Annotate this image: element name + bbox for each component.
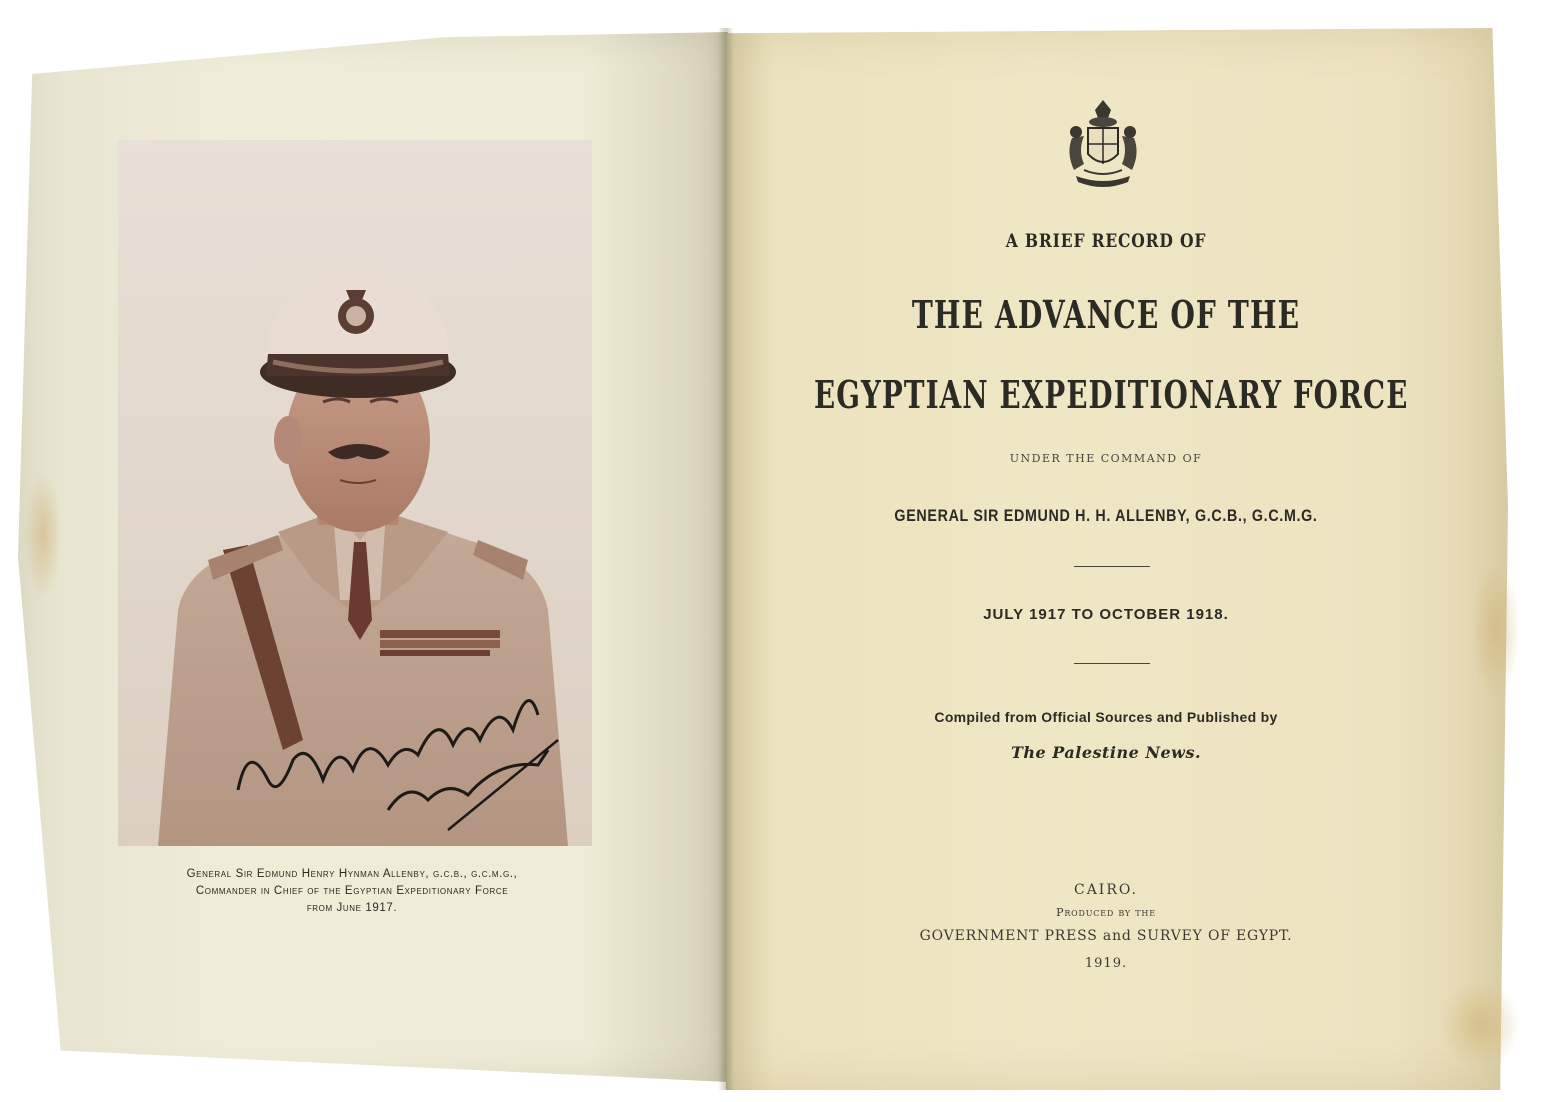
divider-rule	[1074, 663, 1150, 664]
under-command-line: UNDER THE COMMAND OF	[1009, 452, 1203, 465]
title-line-2: EGYPTIAN EXPEDITIONARY FORCE	[814, 372, 1409, 417]
imprint-year: 1919.	[1084, 956, 1128, 971]
compiled-line: Compiled from Official Sources and Published by	[934, 709, 1278, 725]
publisher-name: The Palestine News.	[1010, 743, 1202, 762]
date-range: JULY 1917 TO OCTOBER 1918.	[983, 606, 1229, 623]
caption-line: from June 1917.	[306, 902, 398, 914]
commander-line: GENERAL SIR EDMUND H. H. ALLENBY, G.C.B., G.C.M.G.	[894, 506, 1318, 525]
preheading: A BRIEF RECORD OF	[1005, 230, 1207, 252]
foxing-stain	[1440, 980, 1520, 1070]
caption-line: General Sir Edmund Henry Hynman Allenby, g.c.b., g.c.m.g.,	[186, 868, 518, 880]
royal-coat-of-arms	[1062, 98, 1144, 190]
imprint-place: CAIRO.	[1073, 882, 1138, 898]
caption-line: Commander in Chief of the Egyptian Expeditionary Force	[195, 885, 509, 897]
foxing-stain	[24, 470, 62, 600]
book-gutter	[718, 28, 734, 1090]
imprint-press: GOVERNMENT PRESS and SURVEY OF EGYPT.	[919, 928, 1293, 944]
portrait-photo	[118, 140, 592, 846]
portrait-caption	[150, 866, 554, 917]
divider-rule	[1074, 566, 1150, 567]
imprint-produced: Produced by the	[1056, 906, 1156, 919]
foxing-stain	[1470, 560, 1520, 700]
title-line-1: THE ADVANCE OF THE	[911, 292, 1301, 337]
